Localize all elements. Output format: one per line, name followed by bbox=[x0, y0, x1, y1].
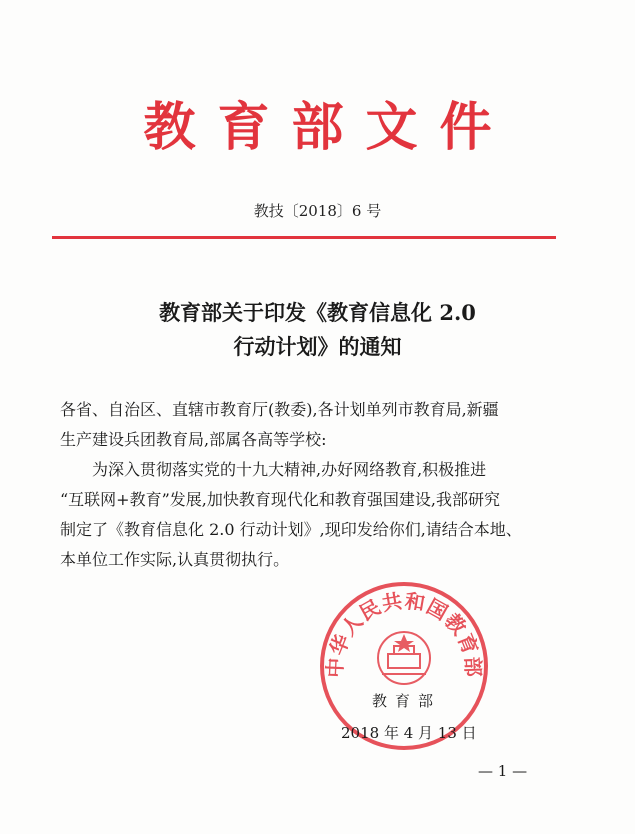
svg-text:中华人民共和国教育部 bbox=[323, 588, 486, 678]
addressee-line-1: 各省、自治区、直辖市教育厅(教委),各计划单列市教育局,新疆 bbox=[60, 400, 499, 419]
issuer-header-title: 教育部文件 bbox=[143, 97, 514, 158]
notice-body bbox=[60, 395, 580, 575]
notice-title-line-1: 教育部关于印发《教育信息化 2.0 bbox=[159, 300, 476, 325]
red-separator-line bbox=[52, 236, 556, 239]
paragraph-line-3: 制定了《教育信息化 2.0 行动计划》,现印发给你们,请结合本地、 bbox=[60, 520, 522, 539]
addressee-line-2: 生产建设兵团教育局,部属各高等学校: bbox=[60, 430, 327, 449]
document-number: 教技〔2018〕6 号 bbox=[253, 202, 382, 220]
paragraph-line-2: “互联网+教育”发展,加快教育现代化和教育强国建设,我部研究 bbox=[60, 490, 500, 509]
notice-title-line-2: 行动计划》的通知 bbox=[233, 334, 402, 359]
signer-name: 教育部 bbox=[372, 692, 442, 710]
paragraph-line-1: 为深入贯彻落实党的十九大精神,办好网络教育,积极推进 bbox=[92, 460, 487, 479]
notice-title bbox=[0, 296, 635, 364]
issue-date: 2018 年 4 月 13 日 bbox=[341, 724, 477, 742]
seal-text: 中华人民共和国教育部 bbox=[322, 588, 486, 679]
paragraph-line-4: 本单位工作实际,认真贯彻执行。 bbox=[60, 550, 290, 569]
page-number: — 1 — bbox=[478, 762, 528, 780]
